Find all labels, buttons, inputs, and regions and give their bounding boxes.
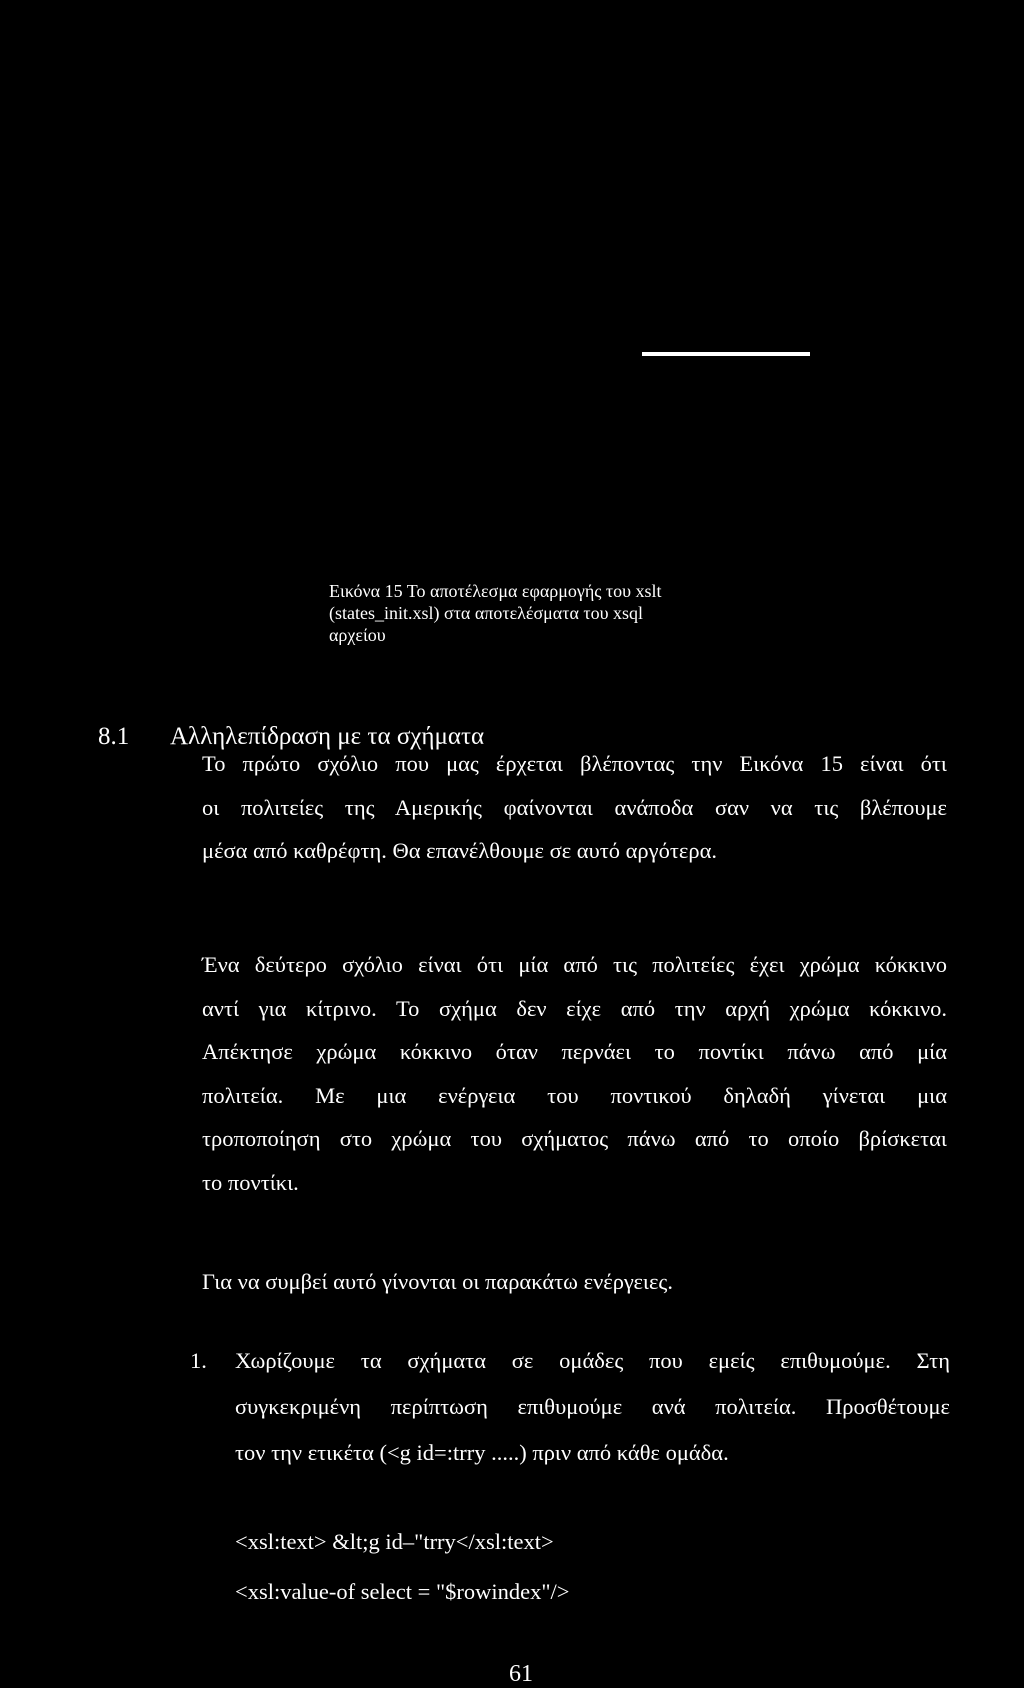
paragraph-line: αντί για κίτρινο. Το σχήμα δεν είχε από την αρχή χρώμα κόκκινο. xyxy=(202,995,947,1021)
caption-line: (states_init.xsl) στα αποτελέσματα του xsql xyxy=(329,603,644,623)
list-item xyxy=(190,1338,950,1476)
header-rule xyxy=(642,352,810,356)
paragraph-line: τροποποίηση στο χρώμα του σχήματος πάνω από το οποίο βρίσκεται xyxy=(202,1126,947,1151)
caption-line: Εικόνα 15 Το αποτέλεσμα εφαρμογής του xslt xyxy=(329,581,662,601)
paragraph-line: πολιτεία. Με μια ενέργεια του ποντικού δηλαδή γίνεται μια xyxy=(202,1082,947,1108)
code-line: <xsl:text> &lt;g id–"trry</xsl:text> xyxy=(235,1529,554,1554)
paragraph-line: Απέκτησε χρώμα κόκκινο όταν περνάει το ποντίκι πάνω από μία xyxy=(202,1039,947,1064)
list-marker: 1. xyxy=(190,1348,207,1373)
section-number: 8.1 xyxy=(98,723,130,750)
paragraph-line: οι πολιτείες της Αμερικής φαίνονται ανάποδα σαν να τις βλέπουμε xyxy=(202,794,947,820)
paragraph-line: Για να συμβεί αυτό γίνονται οι παρακάτω ενέργειες. xyxy=(202,1269,673,1294)
paragraph-2 xyxy=(202,943,947,1204)
section-title: Αλληλεπίδραση με τα σχήματα xyxy=(170,723,485,750)
paragraph-line: Το πρώτο σχόλιο που μας έρχεται βλέποντας την Εικόνα 15 είναι ότι xyxy=(202,751,947,776)
page-number: 61 xyxy=(509,1661,533,1687)
list-line: τον την ετικέτα (<g id=:trry .....) πριν από κάθε ομάδα. xyxy=(235,1440,729,1465)
paragraph-line: Ένα δεύτερο σχόλιο είναι ότι μία από τις πολιτείες έχει χρώμα κόκκινο xyxy=(202,952,947,977)
paragraph-line: μέσα από καθρέφτη. Θα επανέλθουμε σε αυτό αργότερα. xyxy=(202,838,717,863)
caption-line: αρχείου xyxy=(329,625,386,645)
list-line: Χωρίζουμε τα σχήματα σε ομάδες που εμείς επιθυμούμε. Στη xyxy=(235,1348,950,1373)
list-line: συγκεκριμένη περίπτωση επιθυμούμε ανά πολιτεία. Προσθέτουμε xyxy=(235,1394,950,1419)
paragraph-line: το ποντίκι. xyxy=(202,1169,299,1195)
figure-caption xyxy=(329,580,749,646)
code-line: <xsl:value-of select = "$rowindex"/> xyxy=(235,1579,570,1604)
list-item-body xyxy=(235,1338,950,1476)
paragraph-3 xyxy=(202,1260,947,1304)
code-block xyxy=(235,1517,569,1617)
paragraph-1 xyxy=(202,742,947,873)
